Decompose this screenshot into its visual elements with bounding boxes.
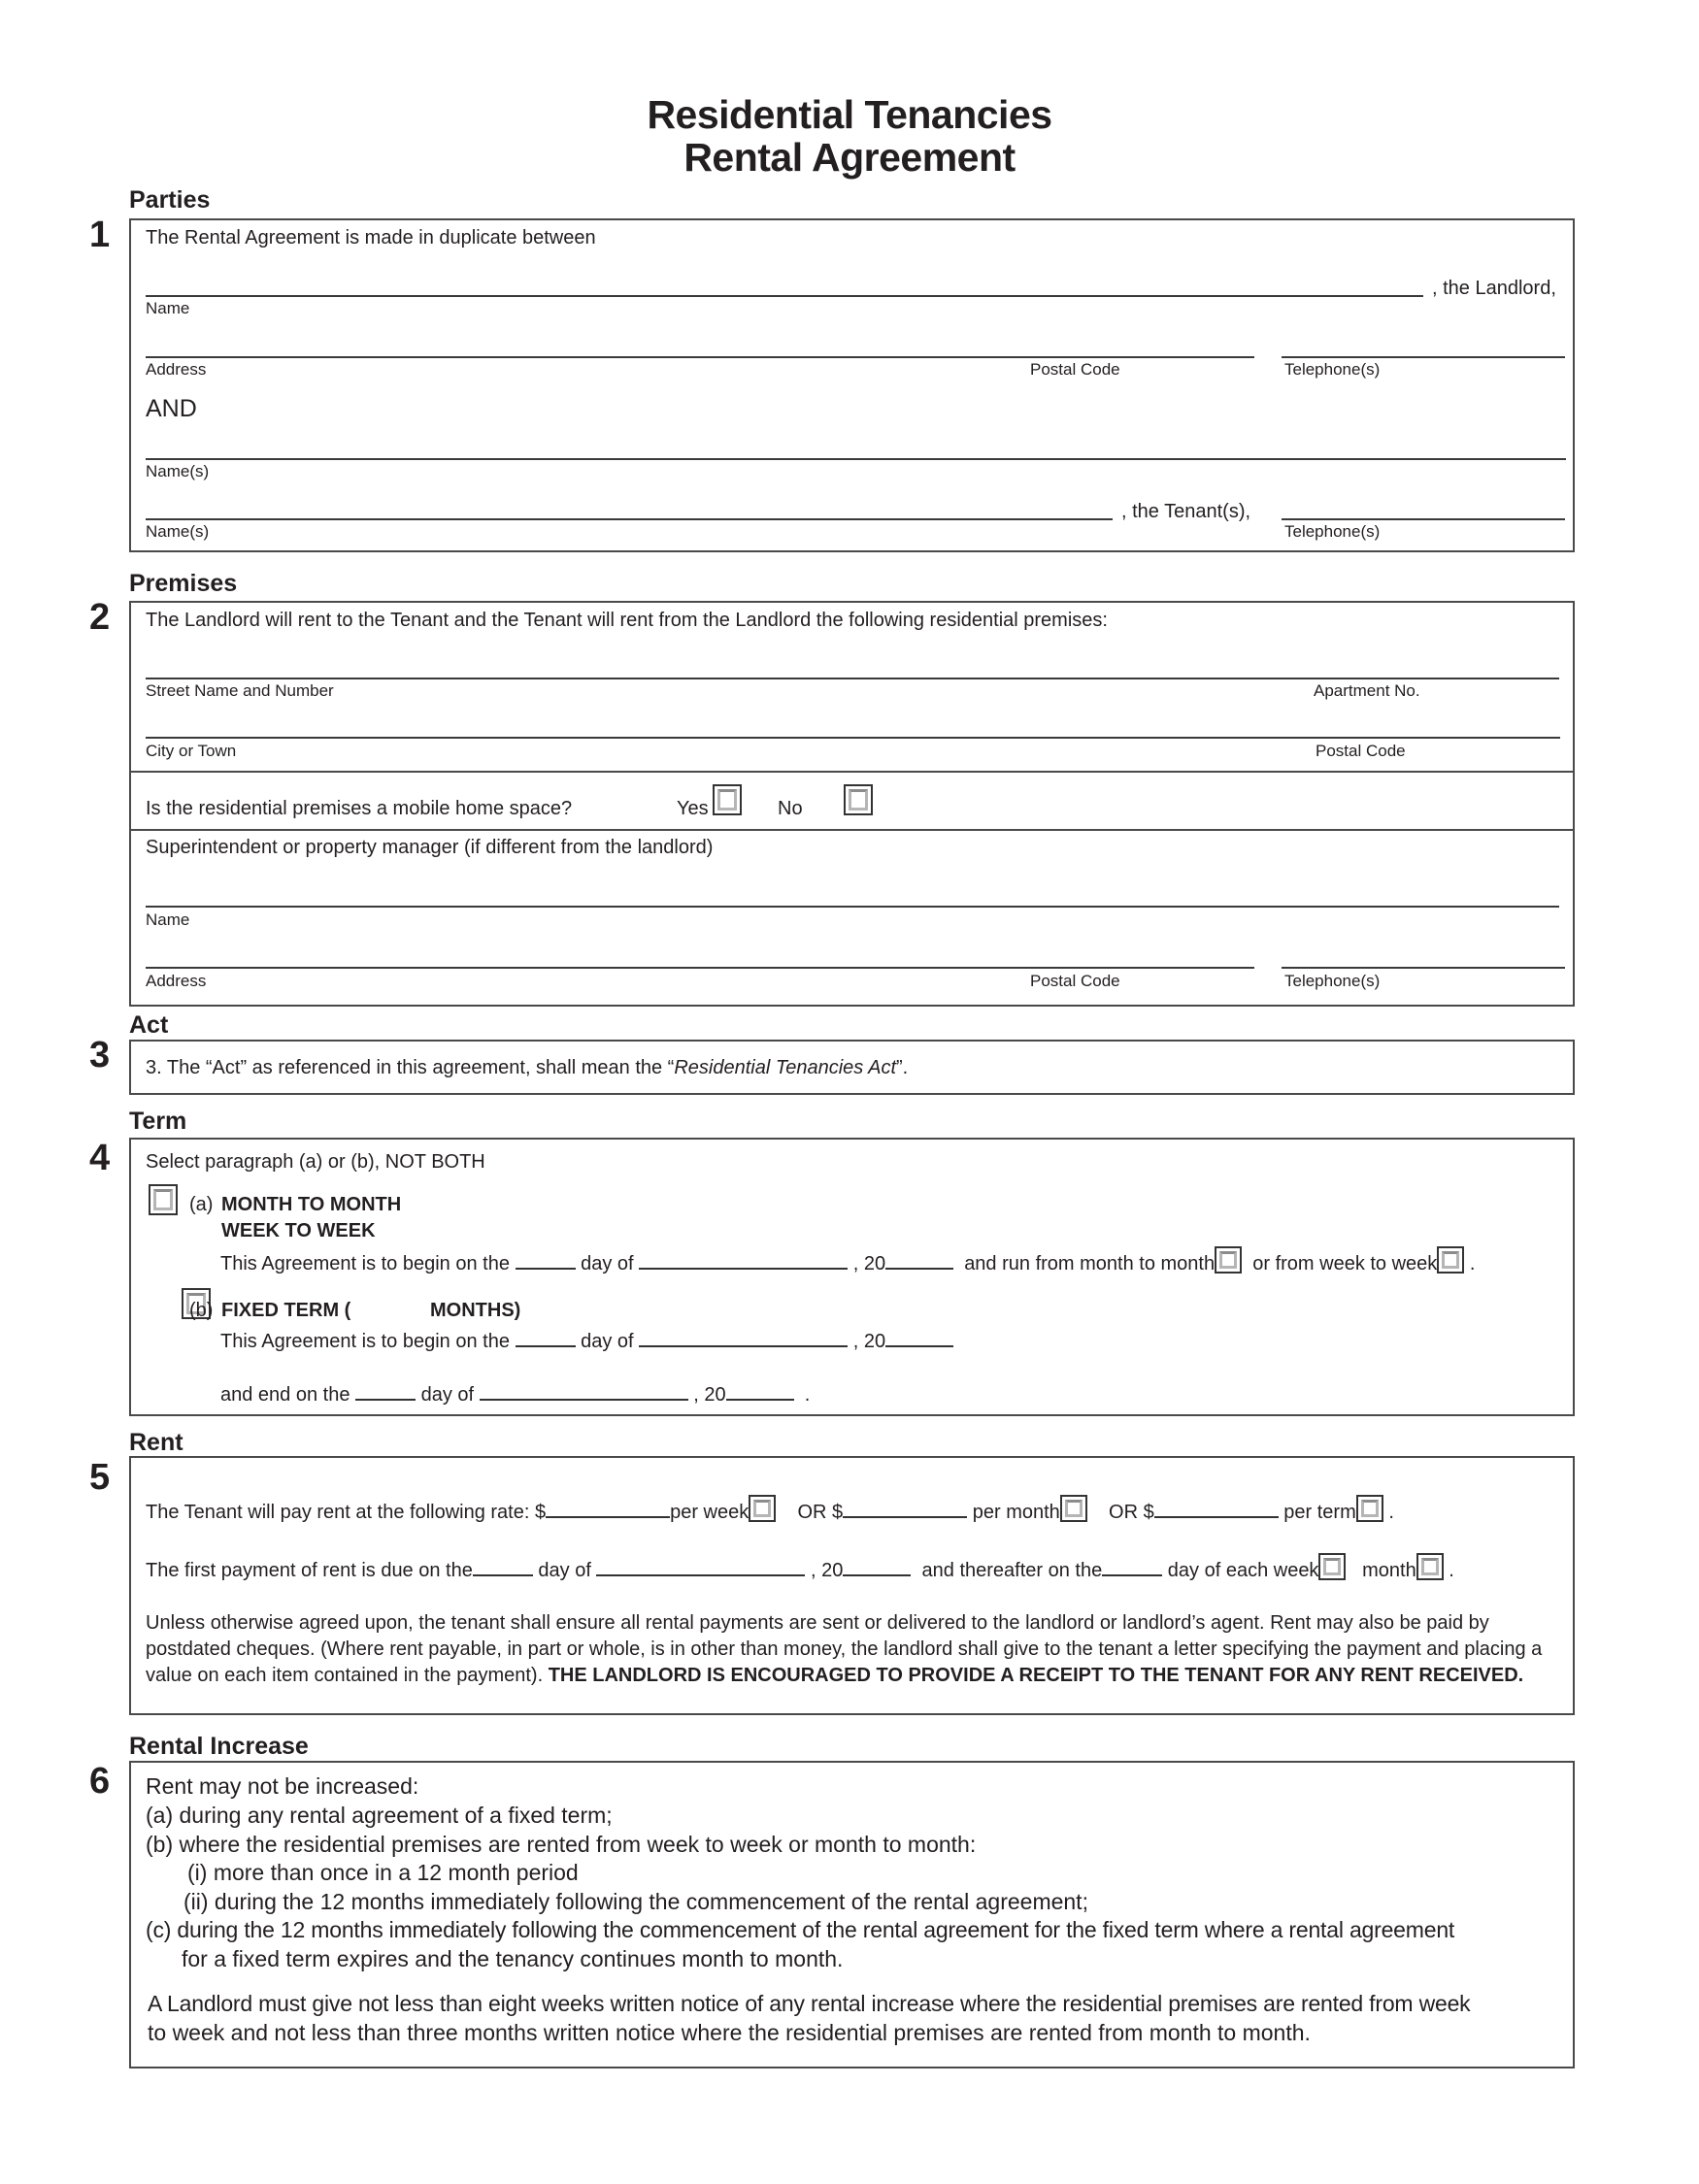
section-6-heading: Rental Increase — [129, 1733, 309, 1760]
option-b-title: FIXED TERM ( — [221, 1300, 351, 1321]
superintendent-intro: Superintendent or property manager (if different from the landlord) — [146, 837, 714, 858]
first-payment-month-field[interactable] — [596, 1559, 805, 1576]
day-each-week-text: day of each week — [1167, 1560, 1319, 1581]
year-prefix-text: , 20 — [852, 1331, 886, 1352]
day-of-text: day of — [581, 1331, 634, 1352]
weekly-rent-field[interactable] — [546, 1501, 670, 1518]
rate-text: The Tenant will pay rent at the following rate: $ — [146, 1502, 547, 1523]
period: . — [804, 1384, 811, 1406]
option-b-begin-row — [220, 1330, 953, 1353]
section-3-act-box — [129, 1040, 1575, 1095]
section-1-number: 1 — [89, 215, 111, 255]
per-week-text: per week — [670, 1502, 750, 1523]
option-a-checkbox[interactable] — [149, 1184, 178, 1215]
section-2-number: 2 — [89, 597, 111, 638]
superintendent-telephone-label: Telephone(s) — [1284, 972, 1381, 990]
rent-rate-row — [146, 1495, 1394, 1524]
section-6-number: 6 — [89, 1761, 111, 1802]
year-prefix-text: , 20 — [852, 1253, 886, 1274]
landlord-suffix: , the Landlord, — [1432, 278, 1556, 299]
increase-rule-b-ii: (ii) during the 12 months immediately following the commencement of the rental agreement; — [183, 1889, 1088, 1914]
act-text-pre: 3. The “Act” as referenced in this agreement, shall mean the “ — [146, 1057, 675, 1078]
per-month-text: per month — [972, 1502, 1060, 1523]
section-3-number: 3 — [89, 1035, 111, 1075]
superintendent-postal-label: Postal Code — [1030, 972, 1120, 990]
tenant-names-label-1: Name(s) — [146, 462, 210, 480]
landlord-name-label: Name — [146, 299, 190, 317]
premises-intro: The Landlord will rent to the Tenant and the Tenant will rent from the Landlord the following residential premises: — [146, 610, 1108, 631]
option-b-prefix: (b) — [189, 1300, 214, 1321]
section-4-heading: Term — [129, 1108, 187, 1135]
monthly-rent-field[interactable] — [843, 1501, 967, 1518]
b-end-day-field[interactable] — [355, 1383, 416, 1401]
year-prefix-text: , 20 — [693, 1384, 726, 1406]
or-text: OR $ — [1109, 1502, 1154, 1523]
landlord-telephone-label: Telephone(s) — [1284, 360, 1381, 379]
b-begin-day-field[interactable] — [516, 1330, 576, 1347]
begin-on-text: This Agreement is to begin on the — [220, 1253, 510, 1274]
first-payment-year-field[interactable] — [843, 1559, 911, 1576]
b-end-year-field[interactable] — [726, 1383, 794, 1401]
city-field[interactable] — [146, 737, 1560, 739]
year-prefix-text: , 20 — [811, 1560, 844, 1581]
increase-rule-b: (b) where the residential premises are rented from week to week or month to month: — [146, 1832, 977, 1857]
or-text: OR $ — [797, 1502, 844, 1523]
option-b-end-row — [220, 1383, 810, 1406]
tenant-telephone-field[interactable] — [1282, 518, 1565, 520]
payment-terms-text: Unless otherwise agreed upon, the tenant shall ensure all rental payments are sent or delivered to the landlord or landlord’s agent. Rent may also be paid by postdated cheques. (Where rent payable, in part or whole, is in other than money, the landlord shall give to the tenant a letter specifying the payment and placing a value on each item contained in the payment). — [146, 1612, 1543, 1686]
per-month-checkbox[interactable] — [1060, 1495, 1087, 1522]
tenant-telephone-label: Telephone(s) — [1284, 522, 1381, 541]
day-of-text: day of — [538, 1560, 591, 1581]
street-label: Street Name and Number — [146, 681, 334, 700]
tenant-names-field-2[interactable] — [146, 518, 1113, 520]
section-4-term-box — [129, 1138, 1575, 1416]
day-of-text: day of — [420, 1384, 475, 1406]
section-5-rent-box — [129, 1456, 1575, 1715]
act-definition — [146, 1056, 908, 1079]
mobile-yes-checkbox[interactable] — [713, 784, 742, 815]
city-label: City or Town — [146, 742, 237, 760]
month-to-month-checkbox[interactable] — [1215, 1246, 1242, 1274]
document-title-line2: Rental Agreement — [683, 135, 1016, 180]
superintendent-name-field[interactable] — [146, 906, 1559, 908]
landlord-postal-label: Postal Code — [1030, 360, 1120, 379]
act-name: Residential Tenancies Act — [674, 1057, 897, 1078]
superintendent-telephone-field[interactable] — [1282, 967, 1565, 969]
mobile-home-question: Is the residential premises a mobile home space? — [146, 798, 573, 819]
notice-requirement-line2: to week and not less than three months written notice where the residential premises are rented from month to month. — [148, 2020, 1311, 2045]
tenant-names-label-2: Name(s) — [146, 522, 210, 541]
term-instruction: Select paragraph (a) or (b), NOT BOTH — [146, 1151, 485, 1173]
mobile-yes-label: Yes — [677, 798, 709, 819]
premises-postal-label: Postal Code — [1316, 742, 1406, 760]
first-payment-day-field[interactable] — [473, 1559, 533, 1576]
thereafter-text: and thereafter on the — [921, 1560, 1103, 1581]
increase-rule-a: (a) during any rental agreement of a fixed term; — [146, 1803, 613, 1828]
landlord-address-field[interactable] — [146, 356, 1254, 358]
per-week-checkbox[interactable] — [749, 1495, 776, 1522]
option-a-title-2: WEEK TO WEEK — [221, 1220, 376, 1241]
first-payment-row — [146, 1553, 1454, 1582]
month-text: month — [1362, 1560, 1416, 1581]
apartment-label: Apartment No. — [1314, 681, 1420, 700]
run-month-text: and run from month to month — [964, 1253, 1216, 1274]
section-3-heading: Act — [129, 1011, 169, 1039]
period: . — [1469, 1253, 1476, 1274]
option-a-begin-row — [220, 1246, 1475, 1275]
divider — [131, 771, 1573, 773]
recurring-day-field[interactable] — [1102, 1559, 1162, 1576]
option-a-title-1: MONTH TO MONTH — [221, 1194, 402, 1215]
section-1-heading: Parties — [129, 186, 211, 214]
a-year-field[interactable] — [885, 1252, 953, 1270]
b-begin-month-field[interactable] — [639, 1330, 848, 1347]
landlord-address-label: Address — [146, 360, 207, 379]
landlord-telephone-field[interactable] — [1282, 356, 1565, 358]
receipt-notice: THE LANDLORD IS ENCOURAGED TO PROVIDE A RECEIPT TO THE TENANT FOR ANY RENT RECEIVED. — [548, 1665, 1524, 1686]
tenant-names-field-1[interactable] — [146, 458, 1566, 460]
divider — [131, 829, 1573, 831]
increase-intro: Rent may not be increased: — [146, 1773, 419, 1799]
day-of-text: day of — [581, 1253, 634, 1274]
landlord-name-field[interactable] — [146, 295, 1423, 297]
a-day-field[interactable] — [516, 1252, 576, 1270]
section-4-number: 4 — [89, 1138, 111, 1178]
increase-rule-c-line1: (c) during the 12 months immediately following the commencement of the rental agreement for the fixed term where a rental agreement — [146, 1917, 1455, 1942]
mobile-no-checkbox[interactable] — [844, 784, 873, 815]
term-rent-field[interactable] — [1154, 1501, 1279, 1518]
b-begin-year-field[interactable] — [885, 1330, 953, 1347]
tenant-suffix: , the Tenant(s), — [1121, 501, 1251, 522]
option-a-prefix: (a) — [189, 1194, 214, 1215]
per-term-text: per term — [1283, 1502, 1356, 1523]
superintendent-address-label: Address — [146, 972, 207, 990]
per-term-checkbox[interactable] — [1356, 1495, 1383, 1522]
increase-rule-c-line2: for a fixed term expires and the tenancy continues month to month. — [182, 1946, 844, 1971]
section-2-heading: Premises — [129, 570, 238, 597]
superintendent-address-field[interactable] — [146, 967, 1254, 969]
option-b-months: MONTHS) — [430, 1300, 521, 1321]
b-end-month-field[interactable] — [480, 1383, 688, 1401]
run-week-text: or from week to week — [1252, 1253, 1438, 1274]
street-field[interactable] — [146, 678, 1559, 679]
period: . — [1388, 1502, 1394, 1523]
section-2-premises-box — [129, 601, 1575, 1007]
section-6-rental-increase-box — [129, 1761, 1575, 2068]
section-5-number: 5 — [89, 1457, 111, 1498]
section-5-heading: Rent — [129, 1429, 183, 1456]
week-to-week-checkbox[interactable] — [1437, 1246, 1464, 1274]
superintendent-name-label: Name — [146, 910, 190, 929]
document-title-line1: Residential Tenancies — [647, 92, 1052, 137]
end-on-text: and end on the — [220, 1384, 350, 1406]
mobile-no-label: No — [778, 798, 803, 819]
each-week-checkbox[interactable] — [1318, 1553, 1346, 1580]
begin-on-text: This Agreement is to begin on the — [220, 1331, 510, 1352]
a-month-field[interactable] — [639, 1252, 848, 1270]
and-separator: AND — [146, 395, 197, 422]
each-month-checkbox[interactable] — [1416, 1553, 1444, 1580]
first-payment-text: The first payment of rent is due on the — [146, 1560, 473, 1581]
section-1-parties-box — [129, 218, 1575, 552]
act-text-post: ”. — [896, 1057, 909, 1078]
period: . — [1449, 1560, 1454, 1581]
increase-rule-b-i: (i) more than once in a 12 month period — [187, 1860, 579, 1885]
parties-intro: The Rental Agreement is made in duplicate between — [146, 227, 596, 248]
notice-requirement-line1: A Landlord must give not less than eight weeks written notice of any rental increase where the residential premises are rented from week — [148, 1991, 1471, 2016]
rent-payment-terms — [146, 1610, 1563, 1689]
